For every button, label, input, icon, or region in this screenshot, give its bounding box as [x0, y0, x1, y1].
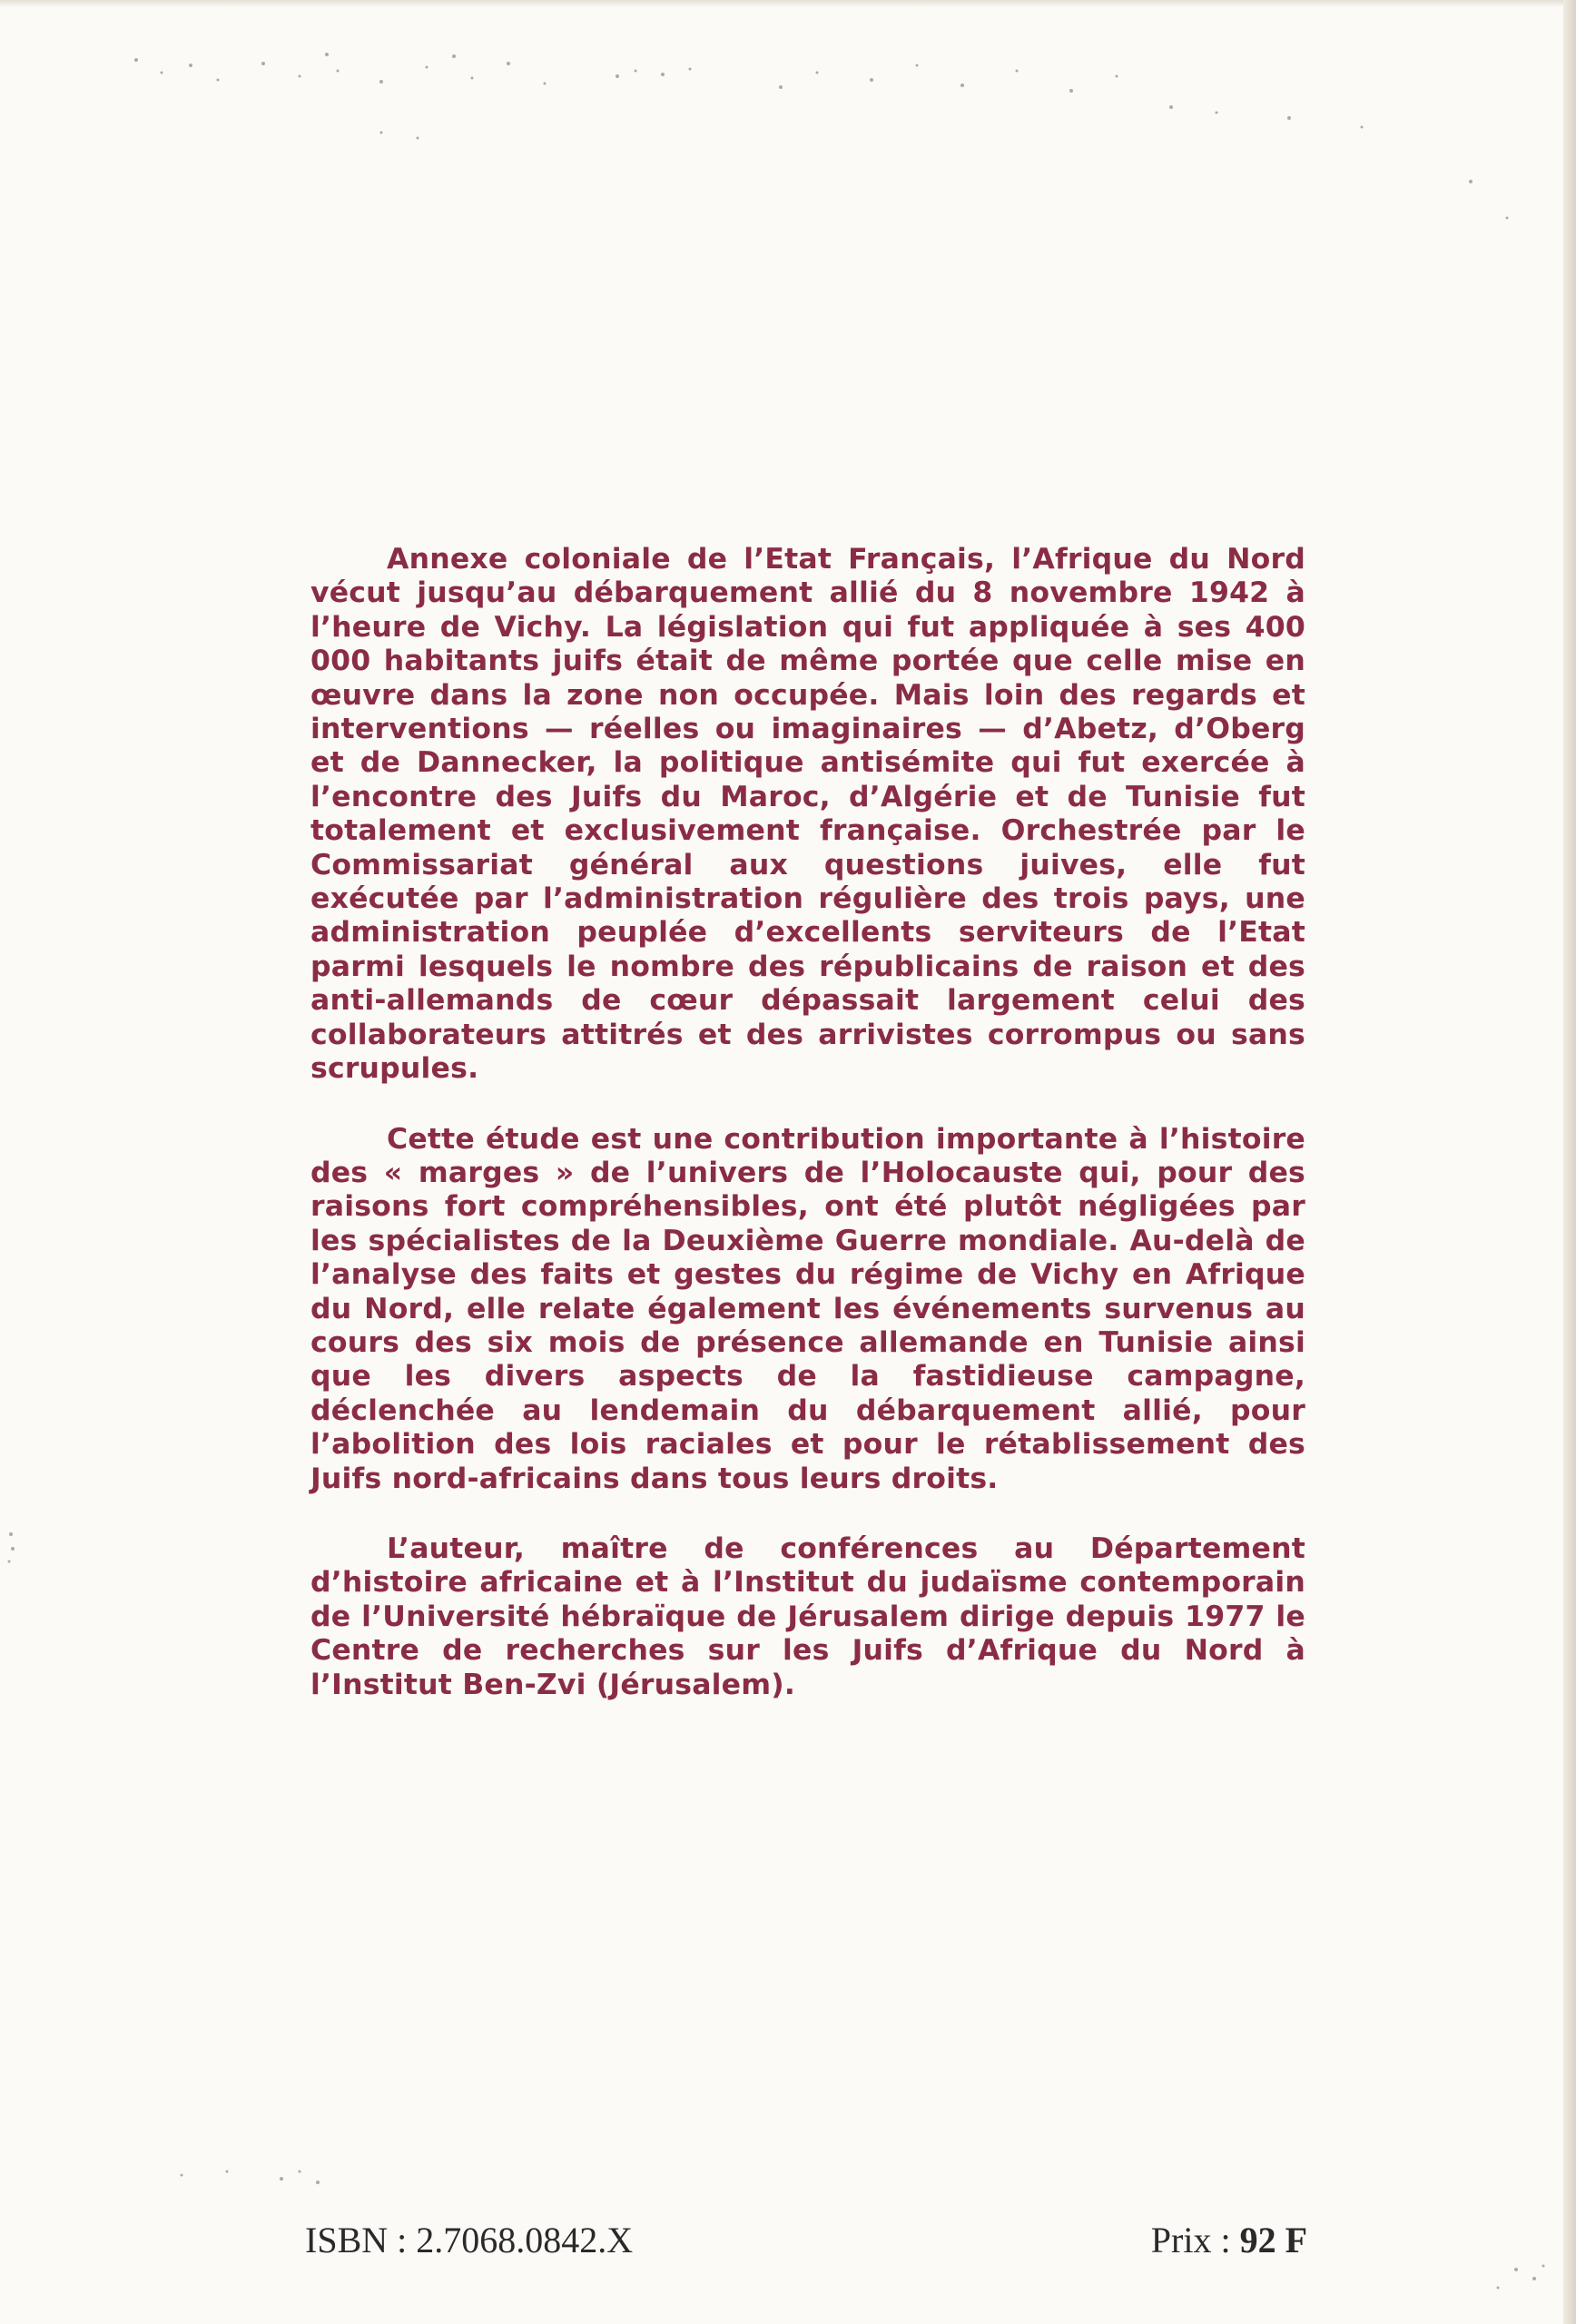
blurb-paragraph-1: Annexe coloniale de l’Etat Français, l’Afrique du Nord vécut jusqu’au débarquement allié du 8 novembre 1942 à l’heure de Vichy. La législation qui fut appliquée à ses 400 000 habitants juifs était de même portée que celle mise en œuvre dans la zone non occupée. Mais loin des regards et interventions — réelles ou imaginaires — d’Abetz, d’Oberg et de Dannecker, la politique antisémite qui fut exercée à l’encontre des Juifs du Maroc, d’Algérie et de Tunisie fut totalement et exclusivement française. Orchestrée par le Commissariat général aux questions juives, elle fut exécutée par l’administration régulière des trois pays, une administration peuplée d’excellents serviteurs de l’Etat parmi lesquels le nombre des républicains de raison et des anti-allemands de cœur dépassait largement celui des collaborateurs attitrés et des arrivistes corrompus ou sans scrupules.: [310, 543, 1305, 1086]
price-value: 92 F: [1239, 2220, 1307, 2260]
blurb-text: [310, 543, 1305, 1702]
isbn-label: ISBN : 2.7068.0842.X: [305, 2220, 634, 2260]
price-prefix: Prix :: [1150, 2220, 1240, 2260]
blurb-paragraph-3: L’auteur, maître de conférences au Département d’histoire africaine et à l’Institut du judaïsme contemporain de l’Université hébraïque de Jérusalem dirige depuis 1977 le Centre de recherches sur les Juifs d’Afrique du Nord à l’Institut Ben-Zvi (Jérusalem).: [310, 1531, 1305, 1701]
price-label: [1151, 2219, 1307, 2262]
blurb-paragraph-2: Cette étude est une contribution importante à l’histoire des « marges » de l’univers de l’Holocauste qui, pour des raisons fort compréhensibles, ont été plutôt négligées par les spécialistes de la Deuxième Guerre mondiale. Au-delà de l’analyse des faits et gestes du régime de Vichy en Afrique du Nord, elle relate également les événements survenus au cours des six mois de présence allemande en Tunisie ainsi que les divers aspects de la fastidieuse campagne, déclenchée au lendemain du débarquement allié, pour l’abolition des lois raciales et pour le rétablissement des Juifs nord-africains dans tous leurs droits.: [310, 1122, 1305, 1495]
